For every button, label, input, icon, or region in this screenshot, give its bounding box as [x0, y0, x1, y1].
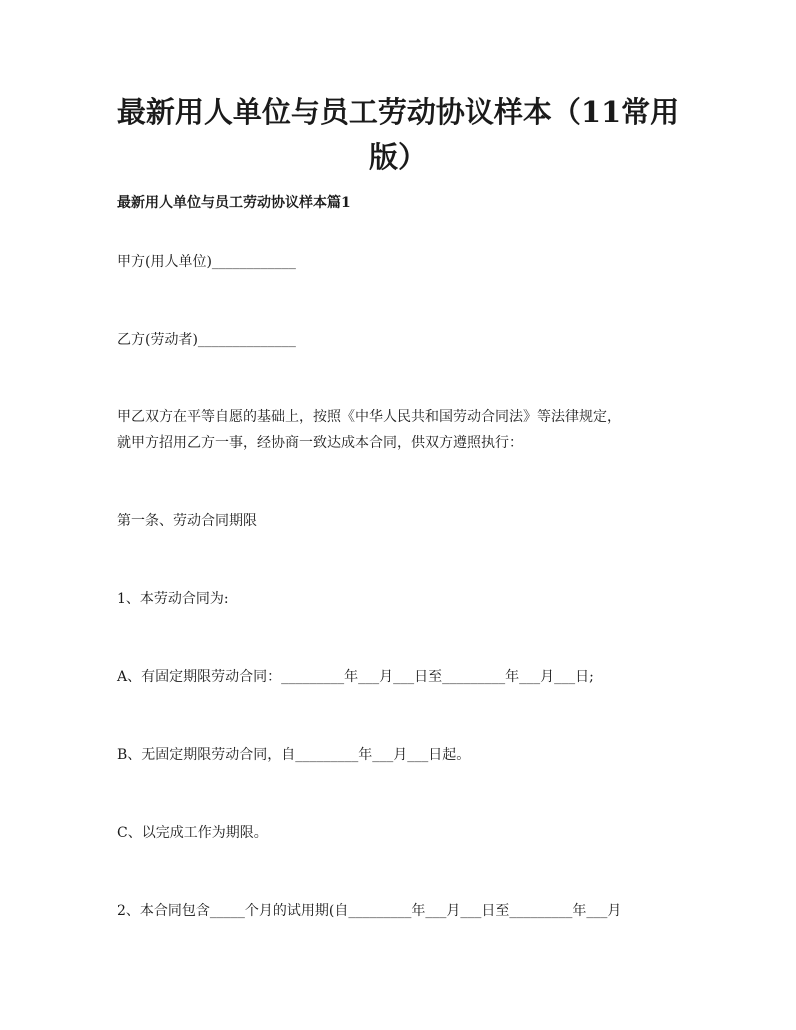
- section-subtitle: 最新用人单位与员工劳动协议样本篇1: [117, 195, 351, 211]
- party-b-line: 乙方(劳动者)______________: [117, 332, 296, 348]
- preamble-line-1: 甲乙双方在平等自愿的基础上，按照《中华人民共和国劳动合同法》等法律规定，: [117, 409, 621, 425]
- preamble-line-2: 就甲方招用乙方一事，经协商一致达成本合同，供双方遵照执行：: [117, 435, 523, 451]
- document-title-line-1: 最新用人单位与员工劳动协议样本（11常用: [116, 95, 680, 129]
- clause-1: 1、本劳动合同为:: [117, 591, 229, 607]
- document-title-line-2: 版）: [368, 140, 427, 174]
- article-1-heading: 第一条、劳动合同期限: [117, 513, 257, 529]
- party-a-line: 甲方(用人单位)____________: [117, 254, 296, 270]
- clause-a: A、有固定期限劳动合同：_________年___月___日至_________年___月___日;: [117, 669, 594, 685]
- clause-c: C、以完成工作为期限。: [117, 825, 268, 841]
- clause-b: B、无固定期限劳动合同，自_________年___月___日起。: [117, 747, 471, 763]
- clause-2: 2、本合同包含_____个月的试用期(自_________年___月___日至_________年___月: [117, 903, 622, 919]
